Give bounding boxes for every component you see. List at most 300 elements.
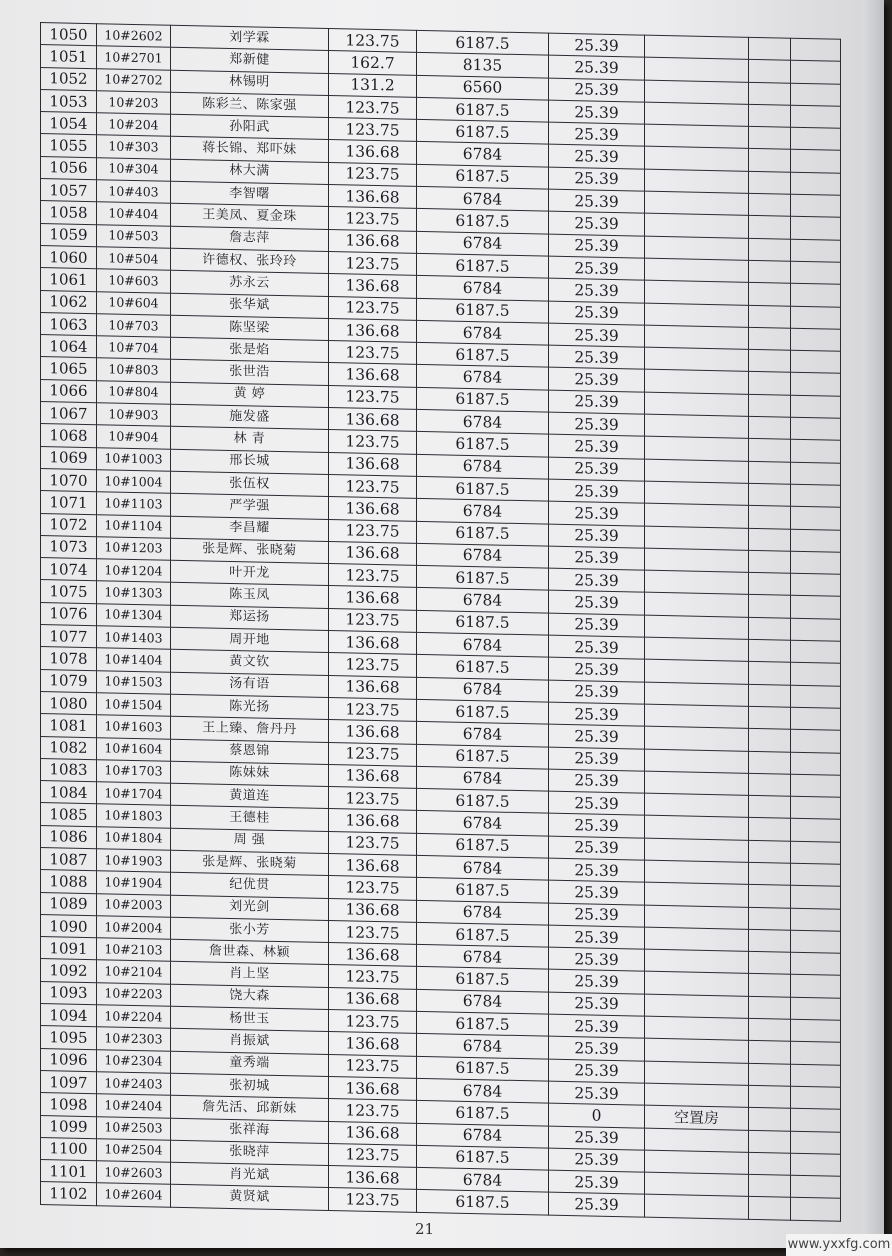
room-number: 10#503 (97, 224, 171, 248)
row-number: 1076 (41, 602, 97, 625)
room-number: 10#1504 (97, 693, 171, 717)
empty-cell (749, 907, 791, 930)
fee-value: 25.39 (549, 256, 645, 280)
owner-name: 王德桂 (171, 806, 329, 832)
empty-cell (791, 663, 841, 686)
owner-name: 林大满 (171, 159, 329, 185)
empty-cell (749, 149, 791, 172)
empty-cell (791, 1064, 841, 1087)
remark-cell (645, 882, 749, 906)
row-number: 1067 (41, 402, 97, 425)
row-number: 1058 (41, 201, 97, 224)
empty-cell (791, 863, 841, 886)
room-number: 10#1104 (97, 514, 171, 538)
row-number: 1079 (41, 669, 97, 692)
row-number: 1090 (41, 914, 97, 937)
area-value: 136.68 (329, 140, 417, 164)
amount-value: 6784 (417, 1034, 549, 1059)
amount-value: 6784 (417, 276, 549, 301)
remark-cell (645, 726, 749, 750)
row-number: 1057 (41, 179, 97, 202)
empty-cell (749, 729, 791, 752)
amount-value: 6187.5 (417, 120, 549, 145)
remark-cell (645, 1061, 749, 1085)
empty-cell (791, 529, 841, 552)
owner-name: 王美凤、夏金珠 (171, 204, 329, 230)
remark-cell (645, 972, 749, 996)
row-number: 1074 (41, 558, 97, 581)
remark-cell (645, 303, 749, 327)
fee-value: 25.39 (549, 880, 645, 904)
row-number: 1086 (41, 825, 97, 848)
owner-name: 张是焰 (171, 337, 329, 363)
fee-value: 25.39 (549, 212, 645, 236)
empty-cell (749, 862, 791, 885)
empty-cell (749, 1108, 791, 1131)
amount-value: 6784 (417, 677, 549, 702)
remark-cell (645, 637, 749, 661)
empty-cell (749, 483, 791, 506)
owner-name: 刘光剑 (171, 895, 329, 921)
empty-cell (749, 216, 791, 239)
amount-value: 6784 (417, 722, 549, 747)
fee-value: 25.39 (549, 1148, 645, 1172)
owner-name: 张晓萍 (171, 1140, 329, 1166)
owner-name: 汤有语 (171, 672, 329, 698)
room-number: 10#504 (97, 247, 171, 271)
empty-cell (749, 795, 791, 818)
amount-value: 6784 (417, 409, 549, 434)
owner-name: 邢长城 (171, 449, 329, 475)
amount-value: 6560 (417, 75, 549, 100)
remark-cell (645, 1016, 749, 1040)
empty-cell (791, 261, 841, 284)
empty-cell (749, 104, 791, 127)
room-number: 10#303 (97, 135, 171, 159)
empty-cell (749, 60, 791, 83)
area-value: 123.75 (329, 831, 417, 855)
row-number: 1056 (41, 156, 97, 179)
amount-value: 6187.5 (417, 387, 549, 412)
empty-cell (791, 1019, 841, 1042)
row-number: 1065 (41, 357, 97, 380)
row-number: 1089 (41, 892, 97, 915)
amount-value: 6187.5 (417, 833, 549, 858)
room-number: 10#1703 (97, 759, 171, 783)
amount-value: 6784 (417, 900, 549, 925)
empty-cell (791, 1175, 841, 1198)
row-number: 1071 (41, 491, 97, 514)
area-value: 123.75 (329, 1188, 417, 1212)
area-value: 136.68 (329, 185, 417, 209)
remark-cell (645, 1039, 749, 1063)
area-value: 136.68 (329, 1032, 417, 1056)
empty-cell (749, 751, 791, 774)
empty-cell (791, 1198, 841, 1221)
empty-cell (791, 83, 841, 106)
amount-value: 6187.5 (417, 253, 549, 278)
empty-cell (791, 61, 841, 84)
amount-value: 6784 (417, 766, 549, 791)
owner-name: 纪优贯 (171, 873, 329, 899)
remark-cell (645, 927, 749, 951)
empty-cell (791, 573, 841, 596)
empty-cell (791, 930, 841, 953)
fee-value: 25.39 (549, 368, 645, 392)
room-number: 10#603 (97, 269, 171, 293)
amount-value: 6187.5 (417, 97, 549, 122)
room-number: 10#2003 (97, 893, 171, 917)
room-number: 10#2303 (97, 1027, 171, 1051)
empty-cell (749, 684, 791, 707)
area-value: 136.68 (329, 229, 417, 253)
remark-cell (645, 994, 749, 1018)
amount-value: 6784 (417, 499, 549, 524)
amount-value: 6187.5 (417, 164, 549, 189)
empty-cell (749, 818, 791, 841)
remark-cell (645, 793, 749, 817)
room-number: 10#2204 (97, 1005, 171, 1029)
empty-cell (749, 996, 791, 1019)
empty-cell (791, 283, 841, 306)
area-value: 123.75 (329, 1010, 417, 1034)
room-number: 10#1503 (97, 670, 171, 694)
area-value: 123.75 (329, 697, 417, 721)
owner-name: 施发盛 (171, 404, 329, 430)
area-value: 136.68 (329, 318, 417, 342)
fee-value: 25.39 (549, 1037, 645, 1061)
fee-value: 25.39 (549, 301, 645, 325)
empty-cell (791, 1131, 841, 1154)
area-value: 123.75 (329, 965, 417, 989)
area-value: 136.68 (329, 675, 417, 699)
row-number: 1062 (41, 290, 97, 313)
fee-value: 25.39 (549, 100, 645, 124)
remark-cell (645, 526, 749, 550)
empty-cell (749, 1152, 791, 1175)
fee-value: 25.39 (549, 657, 645, 681)
area-value: 123.75 (329, 341, 417, 365)
area-value: 123.75 (329, 29, 417, 53)
empty-cell (791, 440, 841, 463)
empty-cell (791, 774, 841, 797)
empty-cell (749, 127, 791, 150)
owner-name: 张华斌 (171, 293, 329, 319)
fee-value: 25.39 (549, 1081, 645, 1105)
amount-value: 6187.5 (417, 209, 549, 234)
room-number: 10#2203 (97, 982, 171, 1006)
fee-value: 25.39 (549, 524, 645, 548)
row-number: 1084 (41, 781, 97, 804)
row-number: 1059 (41, 223, 97, 246)
remark-cell (645, 1128, 749, 1152)
page-number: 21 (415, 1220, 435, 1238)
room-number: 10#2702 (97, 68, 171, 92)
empty-cell (749, 1174, 791, 1197)
amount-value: 6187.5 (417, 432, 549, 457)
amount-value: 6784 (417, 1078, 549, 1103)
area-value: 123.75 (329, 653, 417, 677)
row-number: 1064 (41, 335, 97, 358)
owner-name: 陈彩兰、陈家强 (171, 92, 329, 118)
empty-cell (791, 373, 841, 396)
area-value: 136.68 (329, 1121, 417, 1145)
row-number: 1092 (41, 959, 97, 982)
room-number: 10#1903 (97, 849, 171, 873)
amount-value: 6784 (417, 1168, 549, 1193)
empty-cell (791, 796, 841, 819)
empty-cell (749, 283, 791, 306)
area-value: 136.68 (329, 943, 417, 967)
owner-name: 郑新健 (171, 48, 329, 74)
owner-name: 叶开龙 (171, 560, 329, 586)
empty-cell (749, 349, 791, 372)
empty-cell (791, 819, 841, 842)
fee-value: 25.39 (549, 769, 645, 793)
empty-cell (749, 82, 791, 105)
empty-cell (791, 462, 841, 485)
empty-cell (749, 1041, 791, 1064)
owner-name: 张祥海 (171, 1118, 329, 1144)
fee-value: 25.39 (549, 234, 645, 258)
amount-value: 6784 (417, 945, 549, 970)
fee-value: 25.39 (549, 635, 645, 659)
area-value: 136.68 (329, 898, 417, 922)
row-number: 1068 (41, 424, 97, 447)
empty-cell (791, 239, 841, 262)
remark-cell (645, 548, 749, 572)
owner-name: 肖振斌 (171, 1029, 329, 1055)
owner-name: 肖上坚 (171, 962, 329, 988)
fee-value: 25.39 (549, 167, 645, 191)
amount-value: 6187.5 (417, 922, 549, 947)
fee-value: 25.39 (549, 55, 645, 79)
empty-cell (791, 350, 841, 373)
room-number: 10#2603 (97, 1161, 171, 1185)
fee-value: 25.39 (549, 903, 645, 927)
amount-value: 6784 (417, 231, 549, 256)
row-number: 1052 (41, 67, 97, 90)
owner-name: 孙阳武 (171, 114, 329, 140)
room-number: 10#204 (97, 113, 171, 137)
amount-value: 6784 (417, 320, 549, 345)
empty-cell (791, 685, 841, 708)
area-value: 136.68 (329, 1076, 417, 1100)
fee-value: 25.39 (549, 390, 645, 414)
room-number: 10#1603 (97, 715, 171, 739)
row-number: 1098 (41, 1093, 97, 1116)
empty-cell (791, 841, 841, 864)
room-number: 10#1203 (97, 537, 171, 561)
row-number: 1053 (41, 89, 97, 112)
row-number: 1096 (41, 1048, 97, 1071)
remark-cell (645, 1195, 749, 1219)
row-number: 1051 (41, 45, 97, 68)
fee-value: 25.39 (549, 747, 645, 771)
remark-cell (645, 570, 749, 594)
row-number: 1075 (41, 580, 97, 603)
area-value: 123.75 (329, 207, 417, 231)
area-value: 136.68 (329, 764, 417, 788)
remark-cell (645, 481, 749, 505)
remark-cell (645, 838, 749, 862)
fee-value: 25.39 (549, 457, 645, 481)
empty-cell (749, 706, 791, 729)
amount-value: 6784 (417, 543, 549, 568)
empty-cell (749, 327, 791, 350)
row-number: 1055 (41, 134, 97, 157)
empty-cell (749, 1130, 791, 1153)
empty-cell (791, 172, 841, 195)
amount-value: 6187.5 (417, 343, 549, 368)
empty-cell (791, 395, 841, 418)
empty-cell (791, 1153, 841, 1176)
empty-cell (749, 952, 791, 975)
amount-value: 6187.5 (417, 566, 549, 591)
page-edge (862, 0, 884, 1248)
room-number: 10#2604 (97, 1183, 171, 1207)
remark-cell (645, 749, 749, 773)
empty-cell (749, 550, 791, 573)
area-value: 123.75 (329, 162, 417, 186)
area-value: 136.68 (329, 497, 417, 521)
area-value: 123.75 (329, 519, 417, 543)
owner-name: 刘学霖 (171, 25, 329, 51)
amount-value: 6187.5 (417, 610, 549, 635)
empty-cell (791, 217, 841, 240)
owner-name: 陈坚梁 (171, 315, 329, 341)
owner-name: 张初城 (171, 1073, 329, 1099)
remark-cell (645, 816, 749, 840)
owner-name: 苏永云 (171, 270, 329, 296)
area-value: 136.68 (329, 854, 417, 878)
owner-name: 周 强 (171, 828, 329, 854)
area-value: 136.68 (329, 408, 417, 432)
remark-cell (645, 414, 749, 438)
fee-value: 25.39 (549, 1126, 645, 1150)
amount-value: 6784 (417, 142, 549, 167)
row-number: 1102 (41, 1182, 97, 1205)
owner-name: 张伍权 (171, 471, 329, 497)
empty-cell (749, 439, 791, 462)
room-number: 10#403 (97, 180, 171, 204)
empty-cell (791, 729, 841, 752)
owner-name: 李智曙 (171, 181, 329, 207)
remark-cell: 空置房 (645, 1105, 749, 1129)
owner-name: 蒋长锦、郑吓妹 (171, 137, 329, 163)
empty-cell (791, 596, 841, 619)
empty-cell (791, 640, 841, 663)
room-number: 10#2503 (97, 1116, 171, 1140)
area-value: 123.75 (329, 296, 417, 320)
room-number: 10#1803 (97, 804, 171, 828)
amount-value: 6187.5 (417, 655, 549, 680)
owner-name: 童秀端 (171, 1051, 329, 1077)
empty-cell (749, 260, 791, 283)
row-number: 1085 (41, 803, 97, 826)
empty-cell (749, 238, 791, 261)
remark-cell (645, 147, 749, 171)
remark-cell (645, 437, 749, 461)
empty-cell (791, 306, 841, 329)
remark-cell (645, 124, 749, 148)
area-value: 123.75 (329, 787, 417, 811)
empty-cell (749, 37, 791, 60)
empty-cell (749, 974, 791, 997)
room-number: 10#2404 (97, 1094, 171, 1118)
owner-name: 郑运扬 (171, 605, 329, 631)
owner-name: 肖光斌 (171, 1162, 329, 1188)
row-number: 1100 (41, 1137, 97, 1160)
area-value: 123.75 (329, 252, 417, 276)
empty-cell (791, 1042, 841, 1065)
watermark: www.yxxfg.com (786, 1234, 892, 1256)
remark-cell (645, 682, 749, 706)
empty-cell (791, 38, 841, 61)
row-number: 1095 (41, 1026, 97, 1049)
remark-cell (645, 57, 749, 81)
remark-cell (645, 905, 749, 929)
fee-value: 0 (549, 1103, 645, 1127)
fee-value: 25.39 (549, 925, 645, 949)
fee-value: 25.39 (549, 546, 645, 570)
room-number: 10#903 (97, 403, 171, 427)
room-number: 10#803 (97, 358, 171, 382)
row-number: 1082 (41, 736, 97, 759)
amount-value: 6187.5 (417, 1056, 549, 1081)
remark-cell (645, 370, 749, 394)
amount-value: 6187.5 (417, 744, 549, 769)
room-number: 10#203 (97, 91, 171, 115)
remark-cell (645, 191, 749, 215)
row-number: 1050 (41, 23, 97, 46)
row-number: 1077 (41, 625, 97, 648)
owner-name: 饶大森 (171, 984, 329, 1010)
owner-name: 许德权、张玲玲 (171, 248, 329, 274)
ledger-body (41, 23, 841, 1221)
room-number: 10#2004 (97, 916, 171, 940)
remark-cell (645, 236, 749, 260)
fee-value: 25.39 (549, 724, 645, 748)
area-value: 123.75 (329, 1143, 417, 1167)
fee-value: 25.39 (549, 479, 645, 503)
amount-value: 6187.5 (417, 298, 549, 323)
remark-cell (645, 503, 749, 527)
owner-name: 周开地 (171, 627, 329, 653)
owner-name: 李昌耀 (171, 516, 329, 542)
fee-value: 25.39 (549, 814, 645, 838)
fee-value: 25.39 (549, 323, 645, 347)
row-number: 1066 (41, 379, 97, 402)
owner-name: 张小芳 (171, 917, 329, 943)
remark-cell (645, 325, 749, 349)
room-number: 10#2701 (97, 46, 171, 70)
area-value: 123.75 (329, 95, 417, 119)
owner-name: 詹先活、邱新妹 (171, 1095, 329, 1121)
empty-cell (749, 171, 791, 194)
owner-name: 詹世森、林颖 (171, 939, 329, 965)
remark-cell (645, 258, 749, 282)
area-value: 136.68 (329, 720, 417, 744)
fee-value: 25.39 (549, 680, 645, 704)
room-number: 10#2103 (97, 938, 171, 962)
empty-cell (791, 997, 841, 1020)
room-number: 10#1904 (97, 871, 171, 895)
empty-cell (749, 595, 791, 618)
area-value: 136.68 (329, 809, 417, 833)
amount-value: 6784 (417, 186, 549, 211)
area-value: 123.75 (329, 118, 417, 142)
